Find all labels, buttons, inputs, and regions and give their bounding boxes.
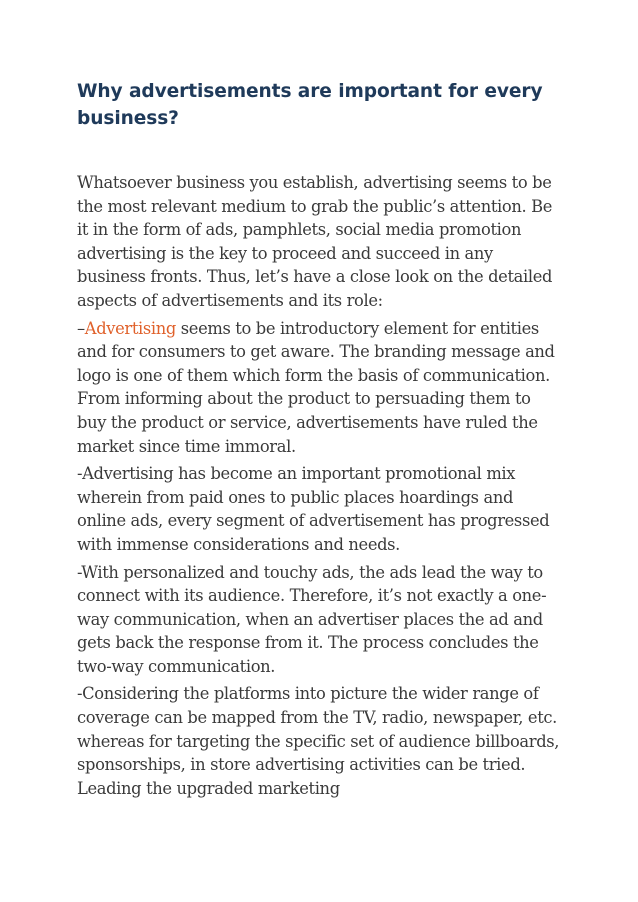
paragraph-text: -Advertising has become an important promotional mix wherein from paid ones to public places hoardings and online ads, every segment of advertisement has progressed with immense considerations and needs. <box>77 464 550 554</box>
paragraph-platforms <box>77 682 563 800</box>
paragraph-text: -Considering the platforms into picture the wider range of coverage can be mapped from the TV, radio, newspaper, etc. whereas for targeting the specific set of audience billboards, sponsorships, in store advertising activities can be tried. Leading the upgraded marketing <box>77 684 560 798</box>
paragraph-prefix: – <box>77 318 85 338</box>
paragraph-intro <box>77 171 563 313</box>
advertising-link[interactable]: Advertising <box>84 318 176 338</box>
paragraph-personalized-ads <box>77 561 563 679</box>
paragraph-text: seems to be introductory element for entities and for consumers to get aware. The branding message and logo is one of them which form the basis of communication. From informing about the product to persuading them to buy the product or service, advertisements have ruled the market since time immoral. <box>77 318 555 456</box>
paragraph-text: Whatsoever business you establish, advertising seems to be the most relevant medium to grab the public’s attention. Be it in the form of ads, pamphlets, social media promotion advertising is the key to proceed and succeed in any business fronts. Thus, let’s have a close look on the detailed aspects of advertisements and its role: <box>77 173 553 310</box>
paragraph-advertising-role <box>77 317 563 459</box>
document-body <box>77 171 563 804</box>
document-title: Why advertisements are important for every business? <box>77 81 543 129</box>
paragraph-promotional-mix <box>77 462 563 556</box>
paragraph-text: -With personalized and touchy ads, the ads lead the way to connect with its audience. Therefore, it’s not exactly a one-way communication, when an advertiser places the ad and gets back the response from it. The process concludes the two-way communication. <box>77 562 547 676</box>
